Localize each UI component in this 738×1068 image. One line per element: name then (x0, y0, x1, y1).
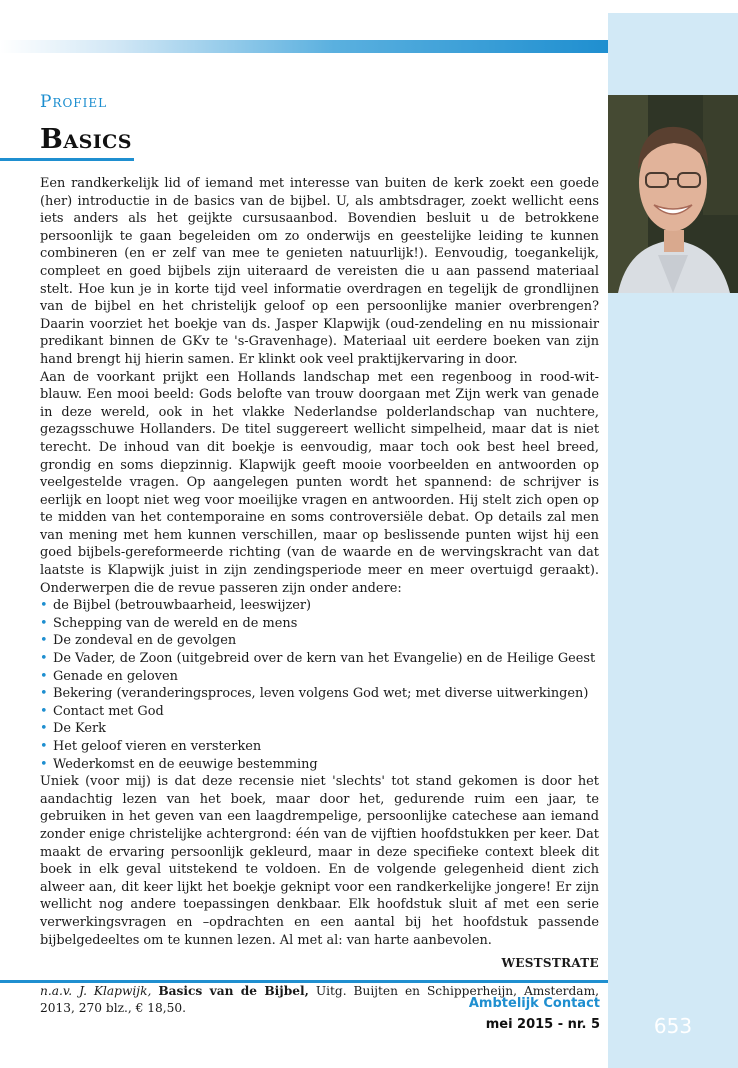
bullet-icon: • (40, 633, 48, 649)
paragraph-conclusion: Uniek (voor mij) is dat deze recensie niet 'slechts' tot stand gekomen is door het aandachtig lezen van het boek, maar door het, gedurende ruim een jaar, te gebruiken in het geven van een laagdrempelige, persoonlijke catechese aan iemand zonder enige christelijke achtergrond: één van de vijftien hoofdstukken per keer. Dat maakt de ervaring persoonlijk gekleurd, maar in deze specifieke context bleek dit boek in elk geval uitstekend te voldoen. En de volgende gelegenheid dient zich alweer aan, dit keer lijkt het boekje geknipt voor een randkerkelijke jongere! Er zijn wellicht nog andere toepassingen denkbaar. Elk hoofdstuk sluit af met een serie verwerkingsvragen en –opdrachten en een aantal bij het hoofdstuk passende bijbelgedeeltes om te kunnen lezen. Al met al: van harte aanbevolen. (40, 774, 599, 948)
top-gradient-bar (0, 40, 608, 53)
list-item: • De zondeval en de gevolgen (40, 633, 237, 649)
list-item: • De Kerk (40, 721, 106, 737)
list-item: • Genade en geloven (40, 668, 178, 684)
review-prefix: n.a.v. J. Klapwijk, (40, 983, 152, 998)
list-item: • Bekering (veranderingsproces, leven volgens God wet; met diverse uitwerkingen) (40, 686, 589, 702)
list-item: • Schepping van de wereld en de mens (40, 615, 298, 631)
topics-list (40, 597, 599, 773)
paragraph-cover: Aan de voorkant prijkt een Hollands landschap met een regenboog in rood-wit-blauw. Een mooi beeld: Gods belofte van trouw doorgaan met Zijn werk van genade in deze wereld, ook in het vlakke Nederlandse polderlandschap van nuchtere, gezagsschuwe Hollanders. De titel suggereert wellicht simpelheid, maar dat is niet terecht. De inhoud van dit boekje is eenvoudig, maar toch ook best heel breed, grondig en soms diepzinnig. Klapwijk geeft mooie voorbeelden en antwoorden op veelgestelde vragen. Op aangelegen punten wordt het spannend: de schrijver is eerlijk en loopt niet weg voor moeilijke vragen en antwoorden. Hij stelt zich open op te midden van het contemporaine en soms controversiële debat. Op details zal men van mening met hem kunnen verschillen, maar op beslissende punten wijst hij een goed bijbels-gereformeerde richting (van de waarde en de wervingskracht van dat laatste is Klapwijk juist in zijn zendingsperiode meer en meer overtuigd geraakt). Onderwerpen die de revue passeren zijn onder andere: (40, 369, 599, 596)
issue-label: mei 2015 - nr. 5 (485, 1017, 600, 1032)
bullet-icon: • (40, 651, 48, 667)
book-title: Basics van de Bijbel, (158, 983, 309, 998)
bullet-icon: • (40, 703, 48, 719)
list-item: • De Vader, de Zoon (uitgebreid over de kern van het Evangelie) en de Heilige Geest (40, 651, 596, 667)
author-portrait-photo (608, 95, 738, 293)
list-item: • Contact met God (40, 703, 164, 719)
page-number: 653 (653, 1014, 693, 1038)
footer-rule (0, 980, 608, 983)
bullet-icon: • (40, 668, 48, 684)
section-kicker: Profiel (40, 92, 108, 112)
bullet-icon: • (40, 756, 48, 772)
magazine-name: Ambtelijk Contact (468, 996, 600, 1011)
list-item: • Wederkomst en de eeuwige bestemming (40, 756, 318, 772)
bullet-icon: • (40, 721, 48, 737)
author-signature: WESTSTRATE (501, 956, 599, 971)
article-body (40, 175, 599, 1018)
book-details: Uitg. Buijten en Schipperheijn, Amsterdam, 2013, 270 blz., € 18,50. (40, 983, 599, 1016)
paragraph-intro: Een randkerkelijk lid of iemand met interesse van buiten de kerk zoekt een goede (her) introductie in de basics van de bijbel. U, als ambtsdrager, zoekt wellicht eens iets anders als het geijkte cursusaanbod. Bovendien besluit u de betrokkene persoonlijk te gaan begeleiden om zo onderwijs en geestelijke leiding te kunnen combineren (en er zelf van mee te genieten natuurlijk!). Eenvoudig, toegankelijk, compleet en goed bijbels zijn uiteraard de vereisten die u aan passend materiaal stelt. Hoe kun je in korte tijd veel informatie overdragen en tegelijk de grondlijnen van de bijbel en het christelijk geloof op een persoonlijke manier overbrengen? Daarin voorziet het boekje van ds. Jasper Klapwijk (oud-zendeling en nu missionair predikant binnen de GKv te 's-Gravenhage). Materiaal uit eerdere boeken van zijn hand brengt hij hierin samen. Er klinkt ook veel praktijkervaring in door. (40, 176, 599, 367)
portrait-illustration (608, 95, 738, 293)
bullet-icon: • (40, 615, 48, 631)
bullet-icon: • (40, 739, 48, 754)
list-item: • Het geloof vieren en versterken (40, 739, 262, 754)
title-underline (0, 158, 134, 161)
bullet-icon: • (40, 686, 48, 702)
list-item: • de Bijbel (betrouwbaarheid, leeswijzer) (40, 598, 312, 614)
page-title: Basics (40, 124, 133, 155)
bullet-icon: • (40, 598, 48, 614)
